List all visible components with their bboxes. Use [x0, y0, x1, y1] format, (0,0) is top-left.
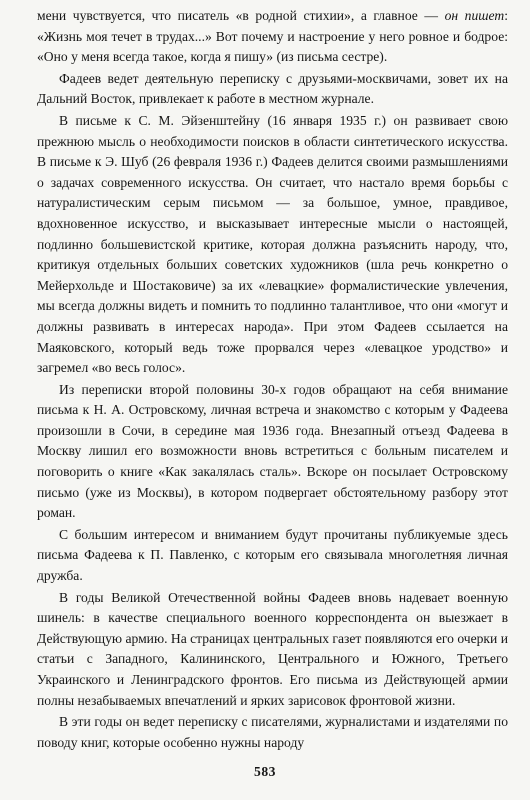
paragraph-3 — [37, 111, 508, 379]
paragraph-7 — [37, 712, 508, 753]
page-number: 583 — [254, 764, 276, 779]
text-run: Из переписки второй половины 30-х годов обращают на себя внимание письма к Н. А. Островскому, личная встреча и знакомство с которым у Фадеева произошли в Сочи, в середине мая 1936 года. Внезапный отъезд Фадеева в Москву лишил его возможности вновь встретиться с больным писателем и поговорить о книге «Как закалялась сталь». Вскоре он посылает Островскому письмо (уже из Москвы), в котором подвергает обстоятельному разбору этот роман. — [37, 381, 508, 521]
paragraph-5 — [37, 525, 508, 587]
paragraph-2 — [37, 69, 508, 110]
text-run: В годы Великой Отечественной войны Фадеев вновь надевает военную шинель: в качестве специального военного корреспондента он выезжает в Действующую армию. На страницах центральных газет появляются его очерки и статьи с Западного, Калининского, Центрального и Южного, Третьего Украинского и Ленинградского фронтов. Его письма из Действующей армии полны незабываемых впечатлений и ярких зарисовок фронтовой жизни. — [37, 589, 508, 708]
text-run: С большим интересом и вниманием будут прочитаны публикуемые здесь письма Фадеева к П. Павленко, с которым его связывала многолетняя личная дружба. — [37, 526, 508, 584]
text-run: мени чувствуется, что писатель «в родной стихии», а главное — — [37, 8, 445, 23]
text-run: Фадеев ведет деятельную переписку с друзьями-москвичами, зовет их на Дальний Восток, привлекает к работе в местном журнале. — [37, 70, 508, 107]
text-run: В эти годы он ведет переписку с писателями, журналистами и издателями по поводу книг, которые особенно нужны народу — [37, 714, 508, 750]
text-run: : «Жизнь моя течет в трудах...» Вот почему и настроение у него ровное и бодрое: «Оно у меня всегда такое, когда я пишу» (из письма сестре). — [37, 8, 508, 65]
paragraph-4 — [37, 380, 508, 524]
italic-text: он пишет — [444, 8, 505, 23]
text-run: В письме к С. М. Эйзенштейну (16 января 1935 г.) он развивает свою прежнюю мысль о необходимости поисков в области синтетического искусства. В письме к Э. Шуб (26 февраля 1936 г.) Фадеев делится своими размышлениями о задачах современного искусства. Он считает, что настало время борьбы с натуралистическим серым письмом — за большое, умное, правдивое, вдохновенное искусство, и высказывает интересные мысли о настоящей, подлинно большевистской критике, которая должна разъяснить народу, что, критикуя отдельных больших советских художников (шла речь конкретно о Мейерхольде и Шостаковиче) за их «левацкие» формалистические увлечения, мы всегда должны видеть и помнить то подлинно талантливое, что они «могут и должны развивать в интересах народа». При этом Фадеев ссылается на Маяковского, который ведь тоже прорвался через «левацкое уродство» и загремел «во весь голос». — [37, 112, 508, 376]
paragraph-1 — [37, 6, 508, 68]
body-text — [37, 6, 508, 753]
paragraph-6 — [37, 588, 508, 712]
